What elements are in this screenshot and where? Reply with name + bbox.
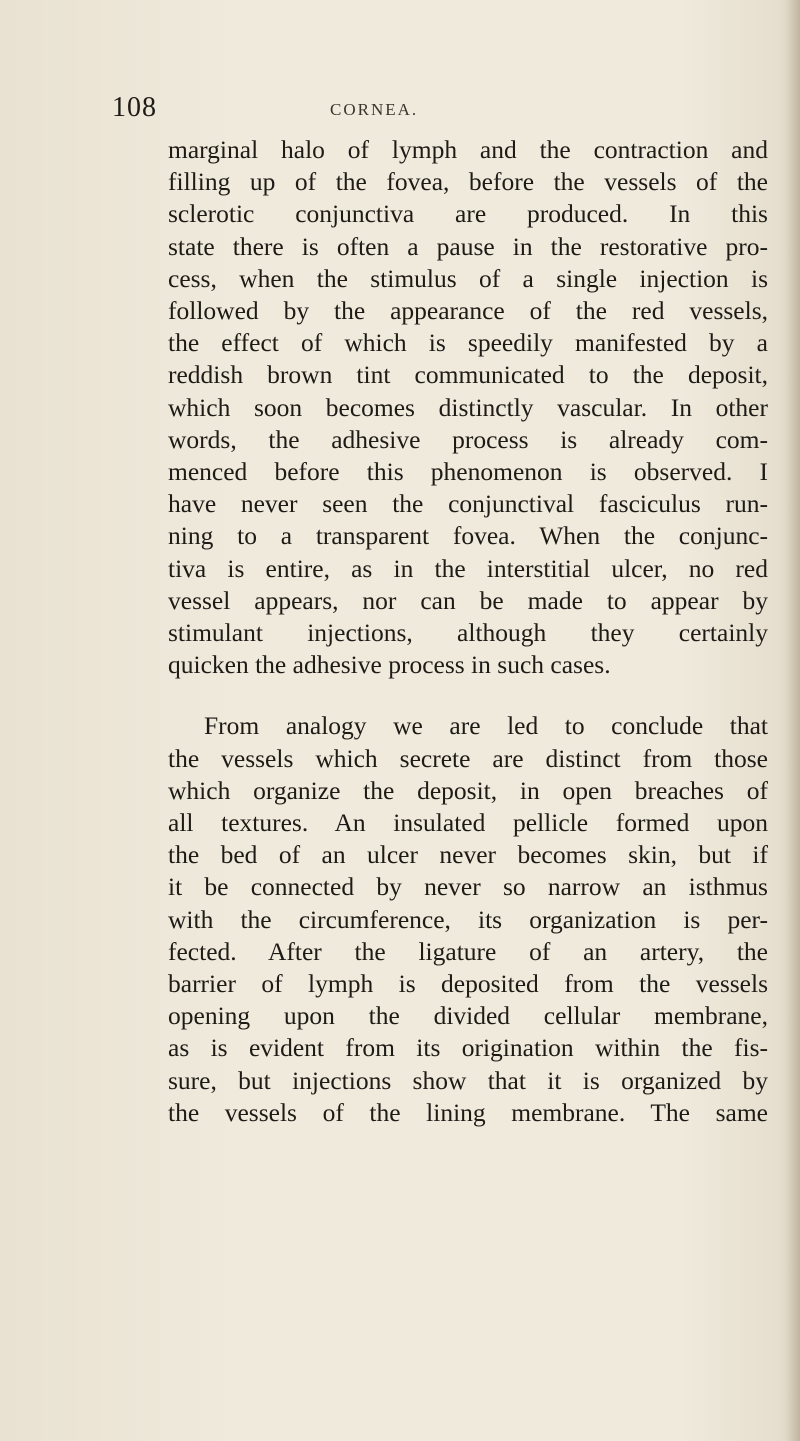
text-line: ning to a transparent fovea. When the conjunc-	[168, 521, 768, 551]
running-head: CORNEA.	[330, 100, 419, 119]
text-line: followed by the appearance of the red vessels,	[168, 296, 768, 326]
paragraph-1	[168, 134, 768, 681]
text-line: the effect of which is speedily manifested by a	[168, 328, 768, 358]
paragraph-2	[168, 710, 768, 1129]
text-line: marginal halo of lymph and the contraction and	[168, 135, 768, 164]
text-line: cess, when the stimulus of a single injection is	[168, 263, 768, 293]
page-edge-shadow	[786, 0, 800, 1441]
text-line: barrier of lymph is deposited from the vessels	[168, 969, 768, 999]
text-line: the bed of an ulcer never becomes skin, but if	[168, 840, 768, 870]
text-line: which soon becomes distinctly vascular. In other	[168, 392, 768, 422]
text-line: fected. After the ligature of an artery, the	[168, 936, 768, 966]
text-line: the vessels of the lining membrane. The same	[168, 1097, 768, 1127]
text-line: sure, but injections show that it is organized by	[168, 1065, 768, 1095]
text-line: sclerotic conjunctiva are produced. In this	[168, 199, 768, 229]
text-line: it be connected by never so narrow an isthmus	[168, 872, 768, 902]
text-line: have never seen the conjunctival fasciculus run-	[168, 489, 768, 519]
text-line: which organize the deposit, in open breaches of	[168, 775, 768, 805]
text-line: words, the adhesive process is already com-	[168, 424, 768, 454]
body-text	[168, 134, 768, 1129]
text-line: reddish brown tint communicated to the deposit,	[168, 360, 768, 390]
page-header	[0, 92, 800, 132]
text-line: with the circumference, its organization is per-	[168, 904, 768, 934]
text-line: the vessels which secrete are distinct from those	[168, 743, 768, 773]
text-line: all textures. An insulated pellicle formed upon	[168, 808, 768, 838]
text-line: quicken the adhesive process in such cases.	[168, 650, 611, 680]
text-line: From analogy we are led to conclude that	[204, 711, 768, 741]
text-line: vessel appears, nor can be made to appear by	[168, 585, 768, 615]
page-number: 108	[112, 92, 157, 123]
text-line: filling up of the fovea, before the vessels of the	[168, 167, 768, 197]
text-line: stimulant injections, although they certainly	[168, 618, 768, 648]
text-line: as is evident from its origination within the fis-	[168, 1033, 768, 1063]
text-line: state there is often a pause in the restorative pro-	[168, 231, 768, 261]
text-line: opening upon the divided cellular membrane,	[168, 1001, 768, 1031]
text-line: tiva is entire, as in the interstitial ulcer, no red	[168, 553, 768, 583]
text-line: menced before this phenomenon is observed. I	[168, 457, 768, 487]
